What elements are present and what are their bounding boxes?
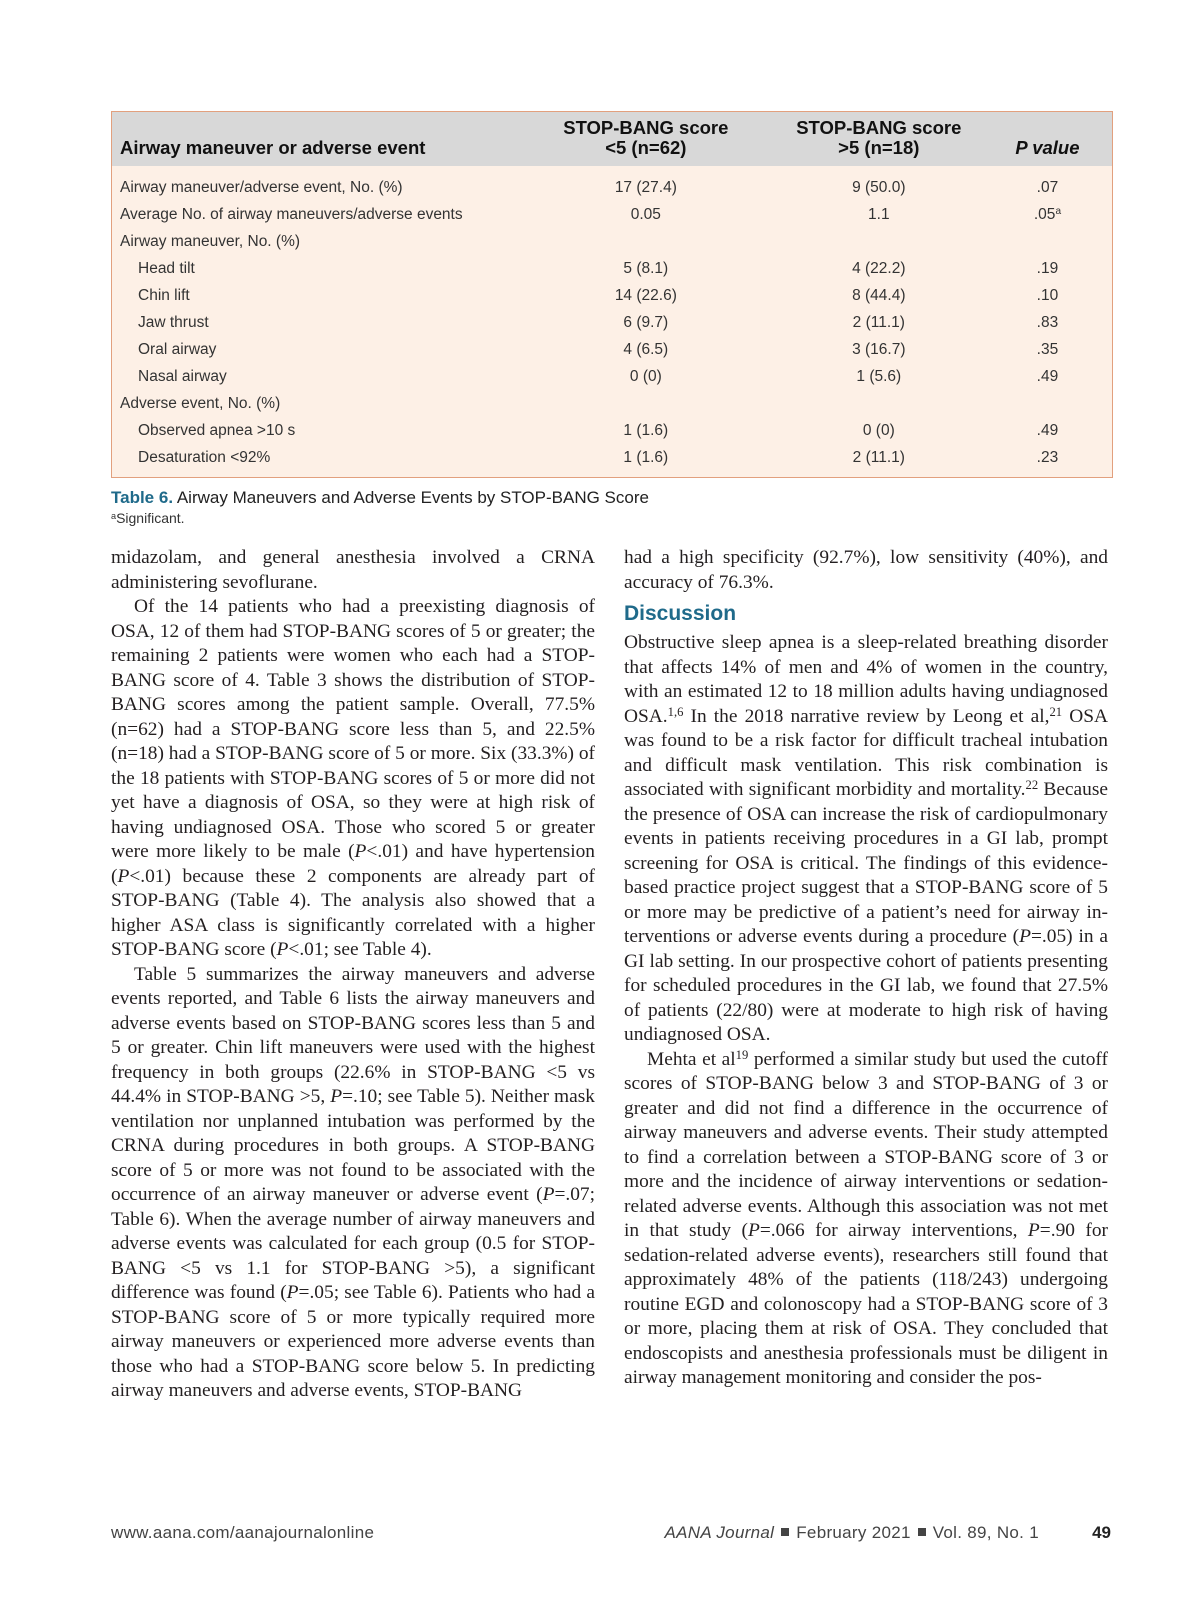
value-lt5: 0 (0) — [629, 367, 662, 385]
caption-label: Table 6. — [111, 488, 174, 507]
table-row — [112, 228, 1112, 255]
table-row — [112, 282, 1112, 309]
section-heading: Discussion — [624, 602, 737, 625]
row-label: Chin lift — [138, 286, 190, 304]
header-p-value: P value — [1015, 137, 1080, 158]
table-row — [112, 417, 1112, 444]
p-value: .23 — [1036, 448, 1059, 466]
page-footer — [111, 1523, 1111, 1547]
value-gt5 — [775, 390, 983, 417]
table-row — [112, 201, 1112, 228]
footer-url: www.aana.com/aanajournalonline — [111, 1523, 375, 1542]
row-label: Jaw thrust — [138, 313, 209, 331]
row-label: Desaturation <92% — [138, 448, 271, 466]
row-label: Average No. of airway maneuvers/adverse events — [120, 205, 463, 223]
row-label: Airway maneuver/adverse event, No. (%) — [120, 178, 403, 196]
table-row — [112, 444, 1112, 477]
right-column — [624, 546, 1108, 1391]
table-row — [112, 255, 1112, 282]
table-row — [112, 336, 1112, 363]
header-score-gt5: STOP-BANG score >5 (n=18) — [796, 117, 962, 158]
square-bullet-icon — [781, 1528, 789, 1536]
caption-text: Airway Maneuvers and Adverse Events by STOP-BANG Score — [176, 488, 649, 507]
footnote-text: Significant. — [116, 510, 185, 526]
table-caption — [111, 488, 1111, 508]
value-gt5: 2 (11.1) — [852, 448, 905, 466]
row-label: Nasal airway — [138, 367, 227, 385]
page-number: 49 — [1092, 1523, 1111, 1542]
p-value: .07 — [1036, 178, 1059, 196]
value-gt5: 4 (22.2) — [852, 259, 906, 277]
footer-journal: AANA Journal February 2021 Vol. 89, No. 1 — [664, 1523, 1039, 1542]
value-lt5: 14 (22.6) — [614, 286, 677, 304]
paragraph: Table 5 summarizes the airway maneuvers and adverse events reported, and Table 6 lists the airway maneuvers and adverse events based on STOP-BANG scores less than 5 and 5 or greater. Chin lift maneuvers were used with the highest frequency in both groups (22.6% in STOP-BANG <5 vs 44.4% in STOP-BANG >5, P=.10; see Table 5). Neither mask ventilation nor unplanned intubation was performed by the CRNA during procedures in both groups. A STOP-BANG score of 5 or more was not found to be associated with the occurrence of an airway maneuver or adverse event (P=.07; Table 6). When the average number of airway maneuvers and adverse events was calculated for each group (0.5 for STOP-BANG <5 vs 1.1 for STOP-BANG >5), a significant difference was found (P=.05; see Table 6). Patients who had a STOP-BANG score of 5 or more typically required more airway maneuvers or experienced more adverse events than those who had a STOP-BANG score below 5. In predicting airway maneuvers and adverse events, STOP-BANG — [111, 963, 595, 1401]
value-gt5: 2 (11.1) — [852, 313, 905, 331]
value-lt5 — [517, 390, 775, 417]
p-value: .19 — [1036, 259, 1059, 277]
value-lt5: 5 (8.1) — [623, 259, 669, 277]
row-label: Head tilt — [138, 259, 195, 277]
p-value: .10 — [1036, 286, 1059, 304]
square-bullet-icon — [918, 1528, 926, 1536]
value-gt5: 3 (16.7) — [852, 340, 906, 358]
value-gt5: 8 (44.4) — [852, 286, 906, 304]
value-lt5 — [517, 228, 775, 255]
p-value: .35 — [1036, 340, 1059, 358]
value-gt5: 9 (50.0) — [852, 178, 906, 196]
header-score-lt5: STOP-BANG score <5 (n=62) — [563, 117, 729, 158]
paragraph: Obstructive sleep apnea is a sleep-related breathing disorder that affects 14% of men and 4% of women in the country, with an estimated 12 to 18 million adults having undiagnosed OSA.$^{1,6}$ In the 2018 narrative review by Leong et al,$^{21}$ OSA was found to be a risk factor for difficult tracheal intubation and difficult mask ventilation. This risk combination is associated with significant morbidity and mortality.$^{22}$ Because the presence of OSA can increase the risk of cardiopulmonary events in patients receiving procedures in a GI lab, prompt screening for OSA is critical. The findings of this evidence-based practice project suggest that a STOP-BANG score of 5 or more may be predictive of a patient’s need for airway interventions or adverse events during a procedure (P=.05) in a GI lab setting. In our prospective cohort of patients presenting for scheduled procedures in the GI lab, we found that 27.5% of patients (22/80) were at moderate to high risk of having undiagnosed OSA. — [624, 632, 1108, 1045]
paragraph: Mehta et $al^{19}$ performed a similar study but used the cutoff scores of STOP-BANG below 3 and STOP-BANG of 3 or greater and did not find a difference in the occurrence of airway maneuvers and adverse events. Their study attempted to find a correlation between a STOP-BANG score of 3 or more and the incidence of airway interventions or sedation-related adverse events. Although this association was not met in that study (P=.066 for airway interventions, P=.90 for sedation-related adverse events), researchers still found that approximately 48% of the patients (118/243) undergoing routine EGD and colonoscopy had a STOP-BANG score of 3 or more, placing them at risk of OSA. They concluded that endoscopists and anesthesia professionals must be diligent in airway management monitoring and consider the pos- — [624, 1047, 1109, 1388]
row-label: Observed apnea >10 s — [138, 421, 296, 439]
value-lt5: 6 (9.7) — [623, 313, 669, 331]
table-row — [112, 166, 1112, 201]
paragraph: Of the 14 patients who had a preexisting diagnosis of OSA, 12 of them had STOP-BANG scores of 5 or greater; the remaining 2 patients were women who each had a STOP-BANG score of 4. Table 3 shows the distribution of STOP-BANG scores among the patient sample. Overall, 77.5% (n=62) had a STOP-BANG score less than 5, and 22.5% (n=18) had a STOP-BANG score of 5 or more. Six (33.3%) of the 18 patients with STOP-BANG scores of 5 or more did not yet have a diagnosis of OSA, so they were at high risk of having undiagnosed OSA. Those who scored 5 or greater were more likely to be male (P<.01) and have hypertension (P<.01) because these 2 components are already part of STOP-BANG (Table 4). The analysis also showed that a higher ASA class is significantly correlated with a higher STOP-BANG score (P<.01; see Table 4). — [111, 596, 595, 960]
p-value: .05$^a$ — [1033, 205, 1062, 223]
value-lt5: 0.05 — [630, 205, 661, 223]
row-label: Adverse event, No. (%) — [120, 394, 281, 412]
paragraph: had a high specificity (92.7%), low sensitivity (40%), and accuracy of 76.3%. — [624, 547, 1108, 593]
value-gt5: 1 (5.6) — [856, 367, 902, 385]
value-gt5 — [775, 228, 983, 255]
value-lt5: 1 (1.6) — [623, 421, 669, 439]
value-gt5: 1.1 — [868, 205, 890, 223]
table-footnote — [111, 510, 185, 526]
table-6 — [111, 111, 1113, 478]
table-body — [112, 166, 1112, 477]
table-row — [112, 363, 1112, 390]
table-header-row — [112, 112, 1112, 166]
value-gt5: 0 (0) — [862, 421, 895, 439]
paragraph: midazolam, and general anesthesia involved a CRNA administering sevoflurane. — [111, 547, 595, 593]
left-column — [111, 546, 595, 1404]
footnote-mark: a — [111, 510, 117, 521]
header-event: Airway maneuver or adverse event — [120, 137, 426, 158]
p-value: .49 — [1036, 367, 1059, 385]
p-value — [983, 390, 1112, 417]
value-lt5: 4 (6.5) — [623, 340, 669, 358]
row-label: Airway maneuver, No. (%) — [120, 232, 301, 250]
value-lt5: 1 (1.6) — [623, 448, 669, 466]
data-table — [112, 112, 1112, 477]
row-label: Oral airway — [138, 340, 217, 358]
p-value: .49 — [1036, 421, 1059, 439]
table-row — [112, 309, 1112, 336]
value-lt5: 17 (27.4) — [614, 178, 677, 196]
p-value: .83 — [1036, 313, 1059, 331]
significance-mark: a — [1055, 205, 1062, 217]
table-row — [112, 390, 1112, 417]
p-value — [983, 228, 1112, 255]
